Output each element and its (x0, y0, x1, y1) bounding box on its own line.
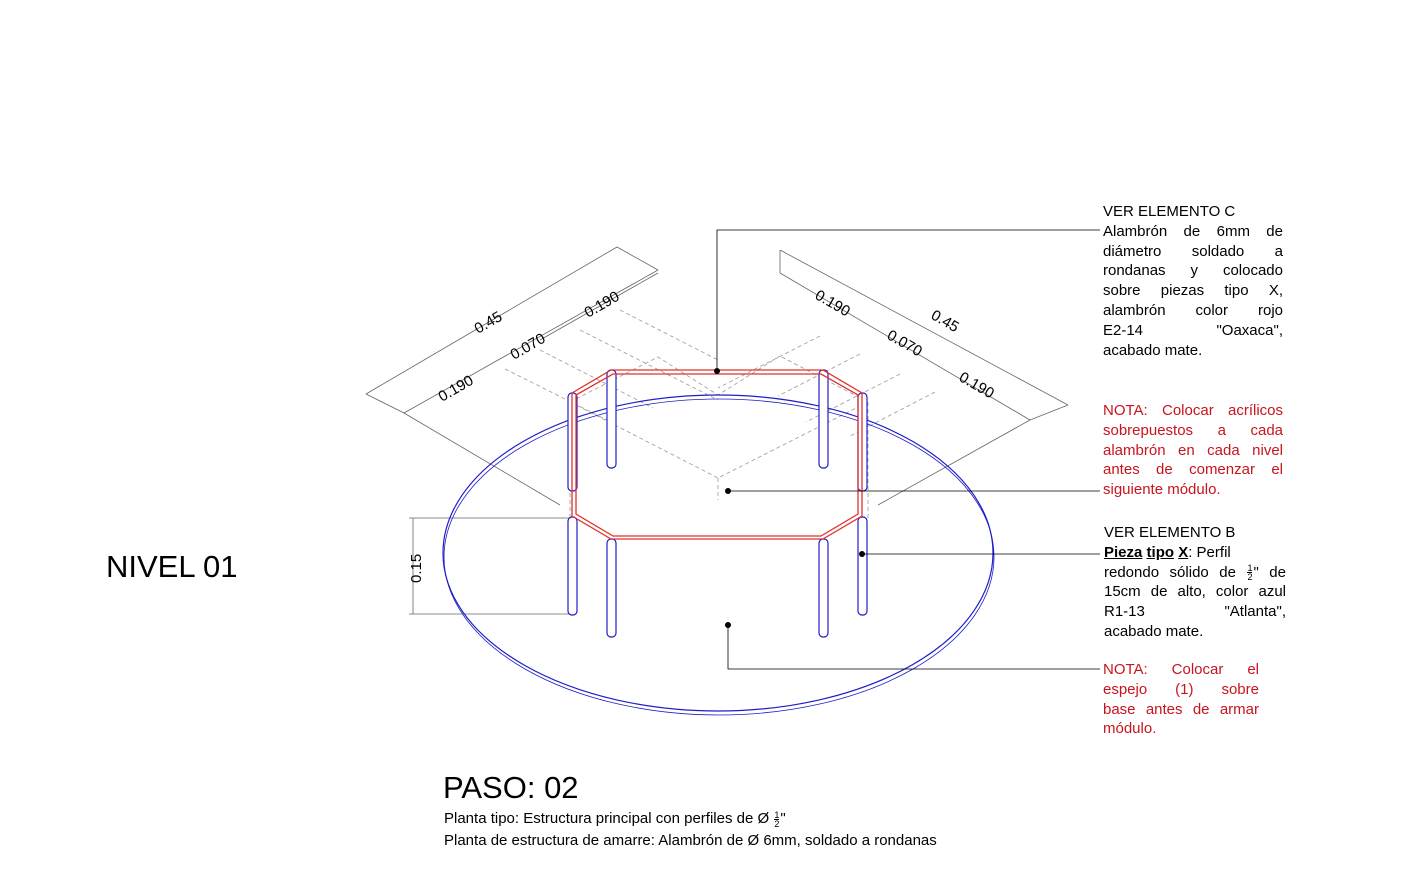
dim-left-inner-bottom: 0.190 (435, 371, 477, 406)
dim-right-inner-bottom: 0.190 (956, 368, 998, 403)
note-mirror-line: módulo. (1103, 720, 1157, 738)
piece-label-word: tipo (1146, 543, 1175, 561)
caption-text: " (780, 810, 786, 827)
dim-height: 0.15 (408, 553, 425, 583)
fraction-denominator: 2 (774, 818, 780, 829)
dim-right-inner-top: 0.190 (812, 286, 854, 321)
note-element-b-heading: VER ELEMENTO B (1104, 524, 1236, 541)
note-element-c-line: acabado mate. (1103, 341, 1203, 359)
dim-left-inner-top: 0.190 (581, 287, 623, 322)
note-element-b-text: " de (1253, 563, 1286, 581)
note-element-c (1103, 202, 1283, 360)
note-element-c-line: Alambrón de 6mm de (1103, 222, 1283, 240)
note-mirror-line: base antes de armar (1103, 700, 1259, 718)
step-title: PASO: 02 (443, 770, 579, 805)
note-element-b-line: R1-13 "Atlanta", (1104, 603, 1286, 621)
note-element-b-line (1104, 563, 1286, 583)
note-element-b-piece-line (1104, 543, 1286, 563)
piece-rest: : Perfil (1188, 543, 1231, 561)
dim-right-outer: 0.45 (928, 306, 962, 337)
fraction-numerator: 1 (1247, 563, 1253, 574)
note-element-c-line: E2-14 "Oaxaca", (1103, 321, 1283, 339)
note-mirror-line: espejo (1) sobre (1103, 680, 1259, 698)
step-caption-2: Planta de estructura de amarre: Alambrón de Ø 6mm, soldado a rondanas (444, 832, 937, 849)
note-element-b-line: 15cm de alto, color azul (1104, 583, 1286, 601)
level-label: NIVEL 01 (106, 549, 238, 584)
caption-text: Planta tipo: Estructura principal con perfiles de Ø (444, 810, 774, 827)
note-element-c-line: alambrón color rojo (1103, 301, 1283, 319)
note-acrylic-line: sobrepuestos a cada (1103, 421, 1283, 439)
note-element-c-line: sobre piezas tipo X, (1103, 282, 1283, 300)
mirror-base (443, 395, 994, 715)
note-element-c-line: diámetro soldado a (1103, 242, 1283, 260)
fraction-numerator: 1 (774, 809, 780, 820)
dim-left-mid: 0.070 (507, 329, 549, 364)
note-element-b-text: redondo sólido de (1104, 563, 1247, 581)
posts-upper (568, 370, 867, 491)
note-mirror-line: NOTA: Colocar el (1103, 661, 1259, 678)
step-caption-1 (444, 810, 786, 828)
note-acrylic-line: alambrón en cada nivel (1103, 441, 1283, 459)
note-element-b (1104, 523, 1286, 642)
dim-left-outer: 0.45 (471, 308, 506, 338)
fraction-denominator: 2 (1247, 572, 1253, 583)
piece-label-word: Pieza (1104, 543, 1143, 561)
note-element-c-heading: VER ELEMENTO C (1103, 203, 1236, 220)
note-acrylic-line: siguiente módulo. (1103, 481, 1221, 499)
note-element-c-line: rondanas y colocado (1103, 262, 1283, 280)
fraction (774, 811, 779, 828)
piece-label-type (1178, 544, 1231, 561)
note-element-b-line: acabado mate. (1104, 622, 1204, 640)
note-acrylic-line: antes de comenzar el (1103, 461, 1283, 479)
leader-dots (714, 368, 865, 628)
fraction (1247, 564, 1252, 581)
piece-label-x: X (1178, 543, 1189, 561)
note-mirror (1103, 660, 1259, 739)
dim-right-mid: 0.070 (884, 326, 926, 361)
note-acrylic (1103, 401, 1283, 500)
note-acrylic-line: NOTA: Colocar acrílicos (1103, 402, 1283, 419)
leader-lines (717, 230, 1100, 669)
